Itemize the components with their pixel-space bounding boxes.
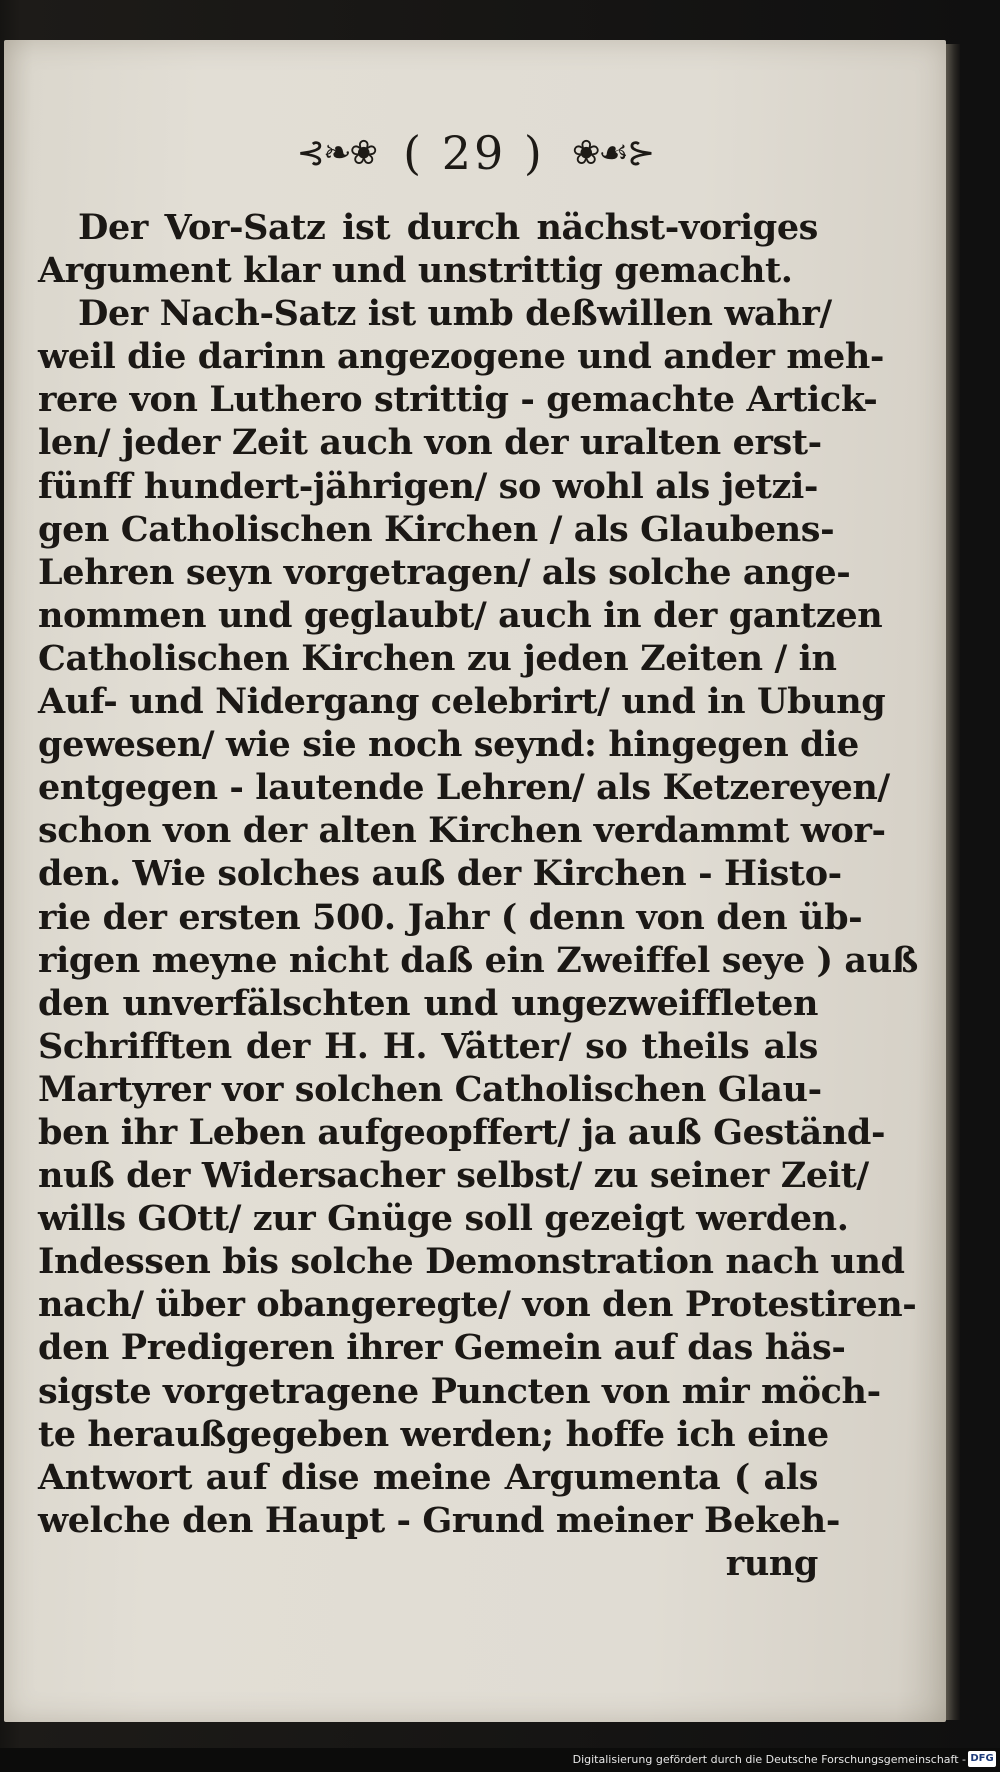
text-line: Der Vor-Satz ist durch nächst-voriges	[78, 207, 818, 248]
text-line: Auf- und Nidergang celebrirt/ und in Ubung	[38, 681, 886, 723]
catchword: rung	[725, 1542, 818, 1584]
text-line: sigste vorgetragene Puncten von mir möch-	[38, 1370, 881, 1412]
text-line: den. Wie solches auß der Kirchen - Histo-	[38, 853, 842, 895]
text-line: nach/ über obangeregte/ von den Protestiren-	[38, 1284, 917, 1326]
text-line: weil die darinn angezogene und ander meh-	[38, 336, 885, 378]
text-line: welche den Haupt - Grund meiner Bekeh-	[38, 1499, 840, 1541]
ornament-right-icon: ❀☙⊱	[571, 133, 654, 173]
text-line: len/ jeder Zeit auch von der uralten erst-	[38, 422, 822, 464]
text-line: fünff hundert-jährigen/ so wohl als jetzi-	[38, 465, 818, 507]
text-line: Der Nach-Satz ist umb deßwillen wahr/	[78, 293, 832, 335]
page-number-value: 29	[441, 126, 507, 180]
ornament-left-icon: ⊰❧❀	[296, 133, 377, 173]
text-line: wills GOtt/ zur Gnüge soll gezeigt werden.	[38, 1198, 849, 1240]
text-line: rie der ersten 500. Jahr ( denn von den üb-	[38, 896, 863, 938]
text-line: Catholischen Kirchen zu jeden Zeiten / in	[38, 637, 837, 679]
book-page	[4, 40, 946, 1722]
text-line: rere von Luthero strittig - gemachte Artick-	[38, 379, 878, 421]
page-header	[4, 126, 946, 196]
page-edge-shadow	[946, 44, 960, 1720]
text-line: Indessen bis solche Demonstration nach und	[38, 1241, 905, 1283]
dfg-logo-icon: DFG	[968, 1751, 996, 1767]
text-line: Argument klar und unstrittig gemacht.	[38, 250, 793, 292]
body-text	[38, 206, 918, 1585]
text-line: Antwort auf dise meine Argumenta ( als	[38, 1456, 818, 1498]
text-line: rigen meyne nicht daß ein Zweiffel seye ) auß	[38, 939, 918, 981]
text-line: entgegen - lautende Lehren/ als Ketzereyen/	[38, 767, 890, 809]
text-line: te heraußgegeben werden; hoffe ich eine	[38, 1413, 829, 1455]
text-line: Schrifften der H. H. Vätter/ so theils als	[38, 1025, 818, 1067]
page-number: ( 29 )	[403, 126, 545, 180]
text-line: nuß der Widersacher selbst/ zu seiner Zeit/	[38, 1155, 869, 1197]
text-line: ben ihr Leben aufgeopffert/ ja auß Geständ-	[38, 1111, 886, 1153]
text-line: gen Catholischen Kirchen / als Glaubens-	[38, 508, 835, 550]
text-line: Lehren seyn vorgetragen/ als solche ange-	[38, 551, 851, 593]
text-line: Martyrer vor solchen Catholischen Glau-	[38, 1068, 822, 1110]
text-line: nommen und geglaubt/ auch in der gantzen	[38, 594, 883, 636]
text-line: den unverfälschten und ungezweiffleten	[38, 982, 818, 1024]
text-line: schon von der alten Kirchen verdammt wor-	[38, 810, 886, 852]
text-line: gewesen/ wie sie noch seynd: hingegen die	[38, 724, 859, 766]
text-line: den Predigeren ihrer Gemein auf das häs-	[38, 1327, 846, 1369]
funding-credit: Digitalisierung gefördert durch die Deutsche Forschungsgemeinschaft -	[572, 1753, 966, 1766]
